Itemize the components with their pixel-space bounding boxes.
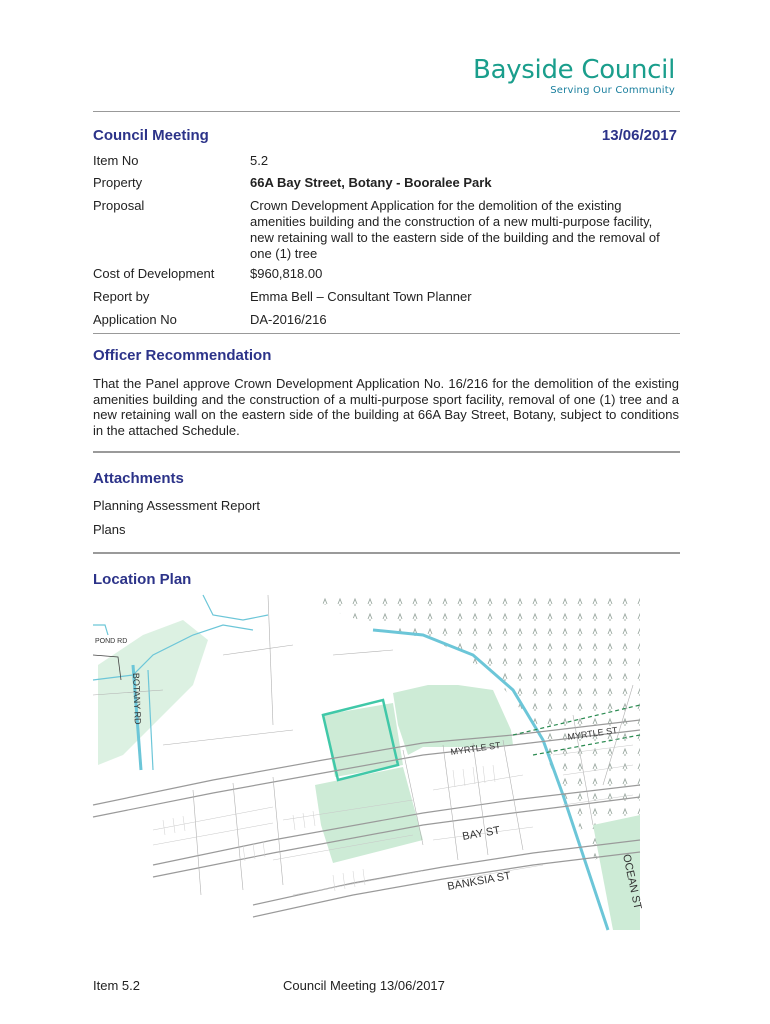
details-divider	[93, 333, 680, 334]
location-plan-map	[93, 595, 644, 930]
recommendation-text: That the Panel approve Crown Development Application No. 16/216 for the demolition of the existing amenities building and the construction of a multi-purpose sport facility, removal of one (1) tree and a new retaining wall on the eastern side of the building at 66A Bay Street, Botany, subject to conditions in the attached Schedule.	[93, 376, 679, 438]
detail-label: Application No	[93, 312, 177, 327]
logo-tagline: Serving Our Community	[550, 85, 675, 96]
street-label-botany-rd: BOTANY RD	[131, 672, 143, 725]
attachment-item[interactable]: Plans	[93, 522, 126, 537]
meeting-date: 13/06/2017	[601, 127, 677, 144]
detail-value: Emma Bell – Consultant Town Planner	[250, 289, 472, 304]
meeting-title: Council Meeting	[93, 127, 209, 144]
street-label-banksia-st: BANKSIA ST	[446, 869, 512, 893]
detail-value: 66A Bay Street, Botany - Booralee Park	[250, 175, 492, 190]
street-label-myrtle-st-east: MYRTLE ST	[566, 725, 619, 742]
detail-label: Property	[93, 175, 143, 190]
street-label-pond-rd: POND RD	[95, 638, 128, 645]
recommendation-title: Officer Recommendation	[93, 347, 272, 364]
attachment-item[interactable]: Planning Assessment Report	[93, 498, 260, 513]
detail-label: Cost of Development	[93, 266, 215, 281]
detail-value: $960,818.00	[250, 266, 323, 281]
detail-label: Proposal	[93, 198, 145, 213]
logo-name: Bayside Council	[473, 55, 675, 85]
attachments-title: Attachments	[93, 470, 184, 487]
detail-value: DA-2016/216	[250, 312, 327, 327]
location-plan-title: Location Plan	[93, 571, 192, 588]
detail-value: Crown Development Application for the demolition of the existing amenities building and the construction of a new multi-purpose facility, new retaining wall to the eastern side of the building and the removal of one (1) tree	[250, 198, 660, 261]
detail-label: Report by	[93, 289, 150, 304]
recommendation-divider	[93, 451, 680, 453]
street-label-ocean-st: OCEAN ST	[620, 853, 644, 911]
street-label-myrtle-st: MYRTLE ST	[449, 740, 502, 757]
header-divider	[93, 111, 680, 112]
council-logo	[473, 56, 675, 96]
footer-meeting: Council Meeting 13/06/2017	[283, 978, 445, 993]
attachments-divider	[93, 552, 680, 554]
footer-item: Item 5.2	[93, 978, 140, 993]
detail-label: Item No	[93, 153, 139, 168]
detail-value: 5.2	[250, 153, 269, 168]
street-label-bay-st: BAY ST	[461, 824, 502, 843]
